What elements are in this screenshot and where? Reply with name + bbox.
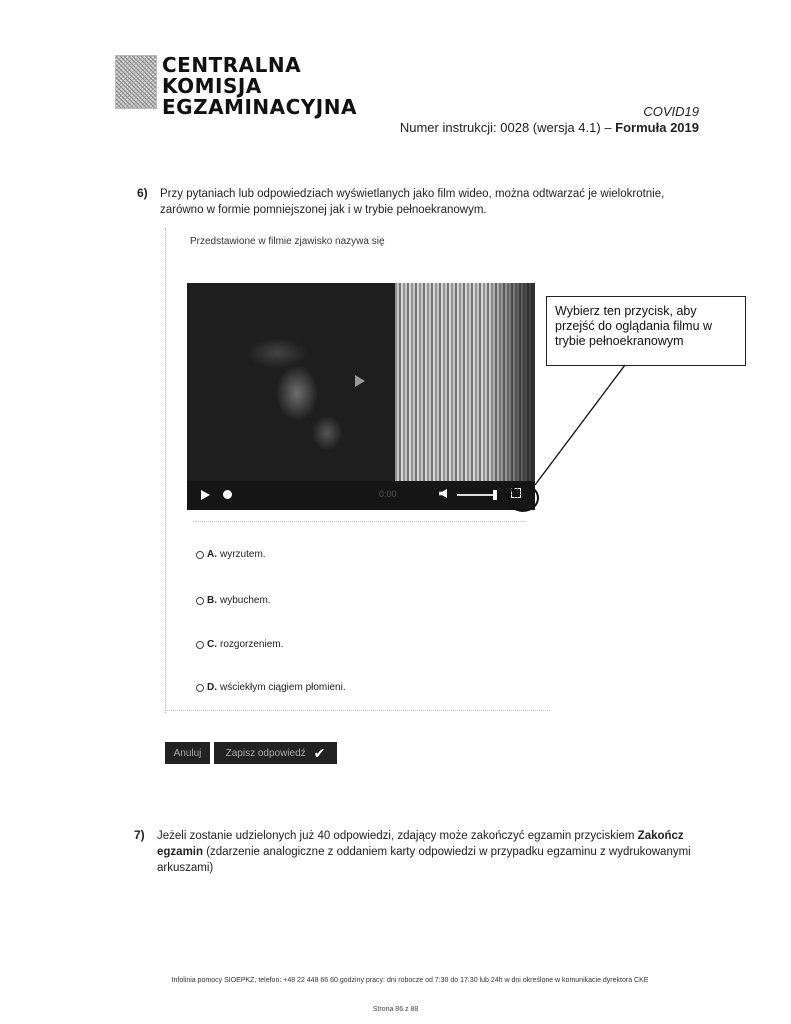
option-text: wściekłym ciągiem płomieni. [220, 682, 346, 693]
option-text: wybuchem. [220, 595, 271, 606]
answer-option-b[interactable] [196, 595, 271, 606]
question-text: Przedstawione w filmie zjawisko nazywa się [190, 236, 385, 247]
radio-icon[interactable] [196, 641, 204, 649]
seek-handle[interactable] [223, 490, 232, 499]
item-7-text-line-2 [157, 845, 727, 860]
footer-infoline: Infolinia pomocy SIOEPKZ, telefon: +48 22 448 66 60 godziny pracy: dni robocze od 7:30 do 17:30 lub 24h w dni określone w komunikacie dyrektora CKE [171, 977, 649, 984]
video-player[interactable] [187, 283, 535, 510]
item-7-line-2-text: (zdarzenie analogiczne z oddaniem karty odpowiedzi w przypadku egzaminu z wydrukowanymi [203, 846, 691, 858]
play-icon[interactable] [201, 490, 210, 500]
video-controls [187, 481, 535, 510]
radio-icon[interactable] [196, 597, 204, 605]
cancel-button[interactable]: Anuluj [165, 742, 210, 764]
instruction-formula: Formuła 2019 [615, 120, 699, 135]
volume-icon[interactable] [439, 489, 447, 498]
item-7-bold-egzamin: egzamin [157, 846, 204, 858]
item-7-number: 7) [134, 828, 145, 842]
radio-icon[interactable] [196, 684, 204, 692]
screen-bottom-border [165, 710, 550, 711]
radio-icon[interactable] [196, 551, 204, 559]
video-separator [195, 521, 525, 522]
option-text: wyrzutem. [220, 549, 266, 560]
callout-pointer-line [533, 365, 633, 487]
answer-option-d[interactable] [196, 682, 346, 693]
item-7-text-line-3: arkuszami) [157, 862, 214, 874]
instruction-prefix: Numer instrukcji: 0028 (wersja 4.1) – [399, 120, 616, 135]
video-frame-fade [487, 283, 535, 481]
save-answer-label: Zapisz odpowiedź [225, 747, 306, 759]
item-7-bold-zakoncz: Zakończ [637, 830, 684, 842]
fullscreen-callout: Wybierz ten przycisk, aby przejść do oglądania filmu w trybie pełnoekranowym [546, 296, 746, 366]
option-letter: A. [207, 549, 217, 560]
logo-text-line-1: CENTRALNA [162, 53, 302, 77]
fullscreen-highlight-ring [507, 484, 539, 512]
item-6-number: 6) [137, 186, 148, 200]
volume-knob[interactable] [493, 490, 497, 500]
time-display: 0:00 [379, 489, 397, 499]
volume-slider[interactable] [457, 494, 495, 496]
covid-label: COVID19 [643, 104, 699, 119]
cke-emblem-icon [115, 55, 157, 109]
save-answer-button[interactable] [214, 742, 337, 764]
item-6-text-line-2: zarówno w formie pomniejszonej jak i w trybie pełnoekranowym. [160, 204, 487, 216]
option-letter: B. [207, 595, 217, 606]
page-number: Strona 86 z 88 [372, 1006, 419, 1013]
logo-text-line-2: KOMISJA [162, 74, 262, 98]
item-7-text-line-1 [157, 829, 727, 844]
option-letter: D. [207, 682, 217, 693]
screen-left-border [165, 228, 166, 713]
answer-option-a[interactable] [196, 549, 266, 560]
instruction-number [400, 120, 699, 135]
item-6-text-line-1: Przy pytaniach lub odpowiedziach wyświetlanych jako film wideo, można odtwarzać je wielokrotnie, [160, 188, 665, 200]
checkmark-icon: ✔ [313, 744, 326, 761]
item-7-line-1-text: Jeżeli zostanie udzielonych już 40 odpowiedzi, zdający może zakończyć egzamin przyciskiem [157, 830, 638, 842]
answer-option-c[interactable] [196, 639, 283, 650]
option-text: rozgorzeniem. [220, 639, 284, 650]
logo-text-line-3: EGZAMINACYJNA [162, 95, 357, 119]
center-play-icon[interactable] [355, 375, 365, 387]
option-letter: C. [207, 639, 217, 650]
